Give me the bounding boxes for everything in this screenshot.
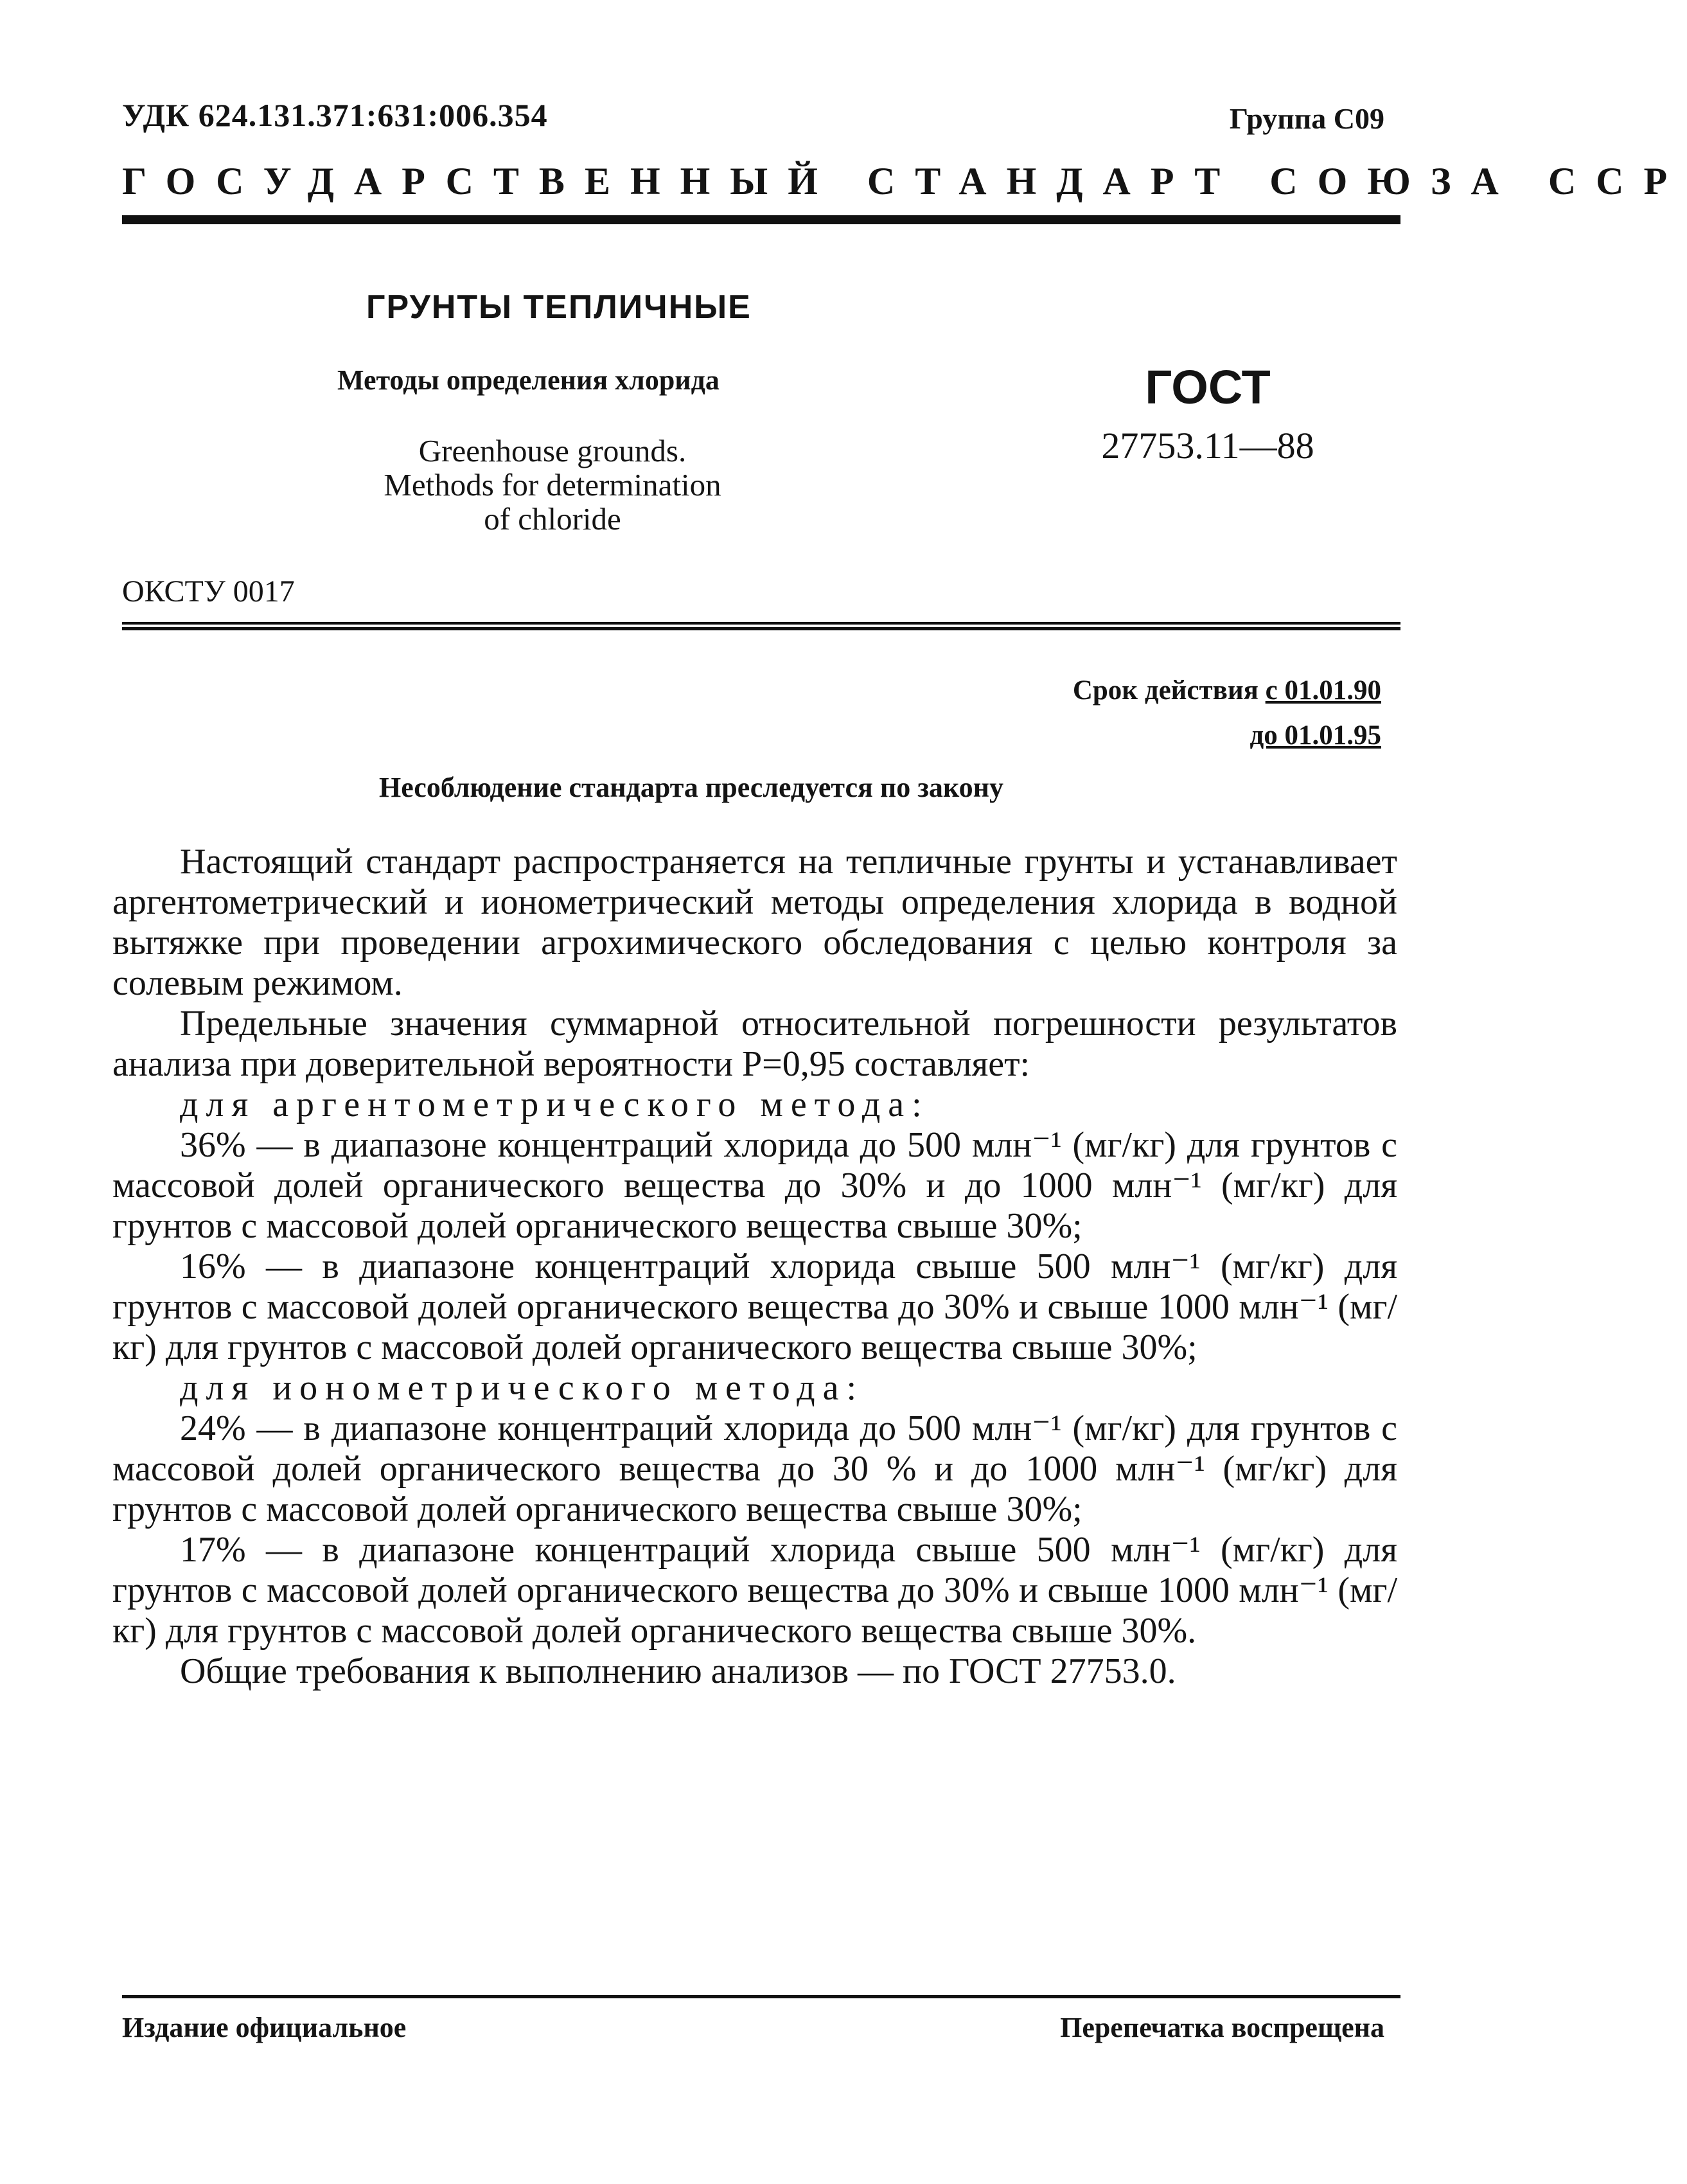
- validity-to: до 01.01.95: [1250, 720, 1381, 750]
- english-title-line: of chloride: [484, 501, 621, 537]
- body-text: [112, 842, 1397, 1692]
- official-edition: Издание официальное: [122, 2012, 407, 2043]
- validity-period: [1073, 668, 1381, 758]
- english-title: [334, 434, 771, 536]
- udc-code: УДК 624.131.371:631:006.354: [122, 97, 548, 133]
- english-title-line: Methods for determination: [384, 467, 721, 502]
- gost-number: 27753.11—88: [1101, 425, 1314, 466]
- paragraph: Общие требования к выполнению анализов — по ГОСТ 27753.0.: [180, 1651, 1176, 1691]
- section-rule: [122, 627, 1400, 630]
- legal-notice: Несоблюдение стандарта преследуется по закону: [379, 772, 1003, 803]
- section-rule: [122, 622, 1400, 625]
- paragraph: 24% — в диапазоне концентраций хлорида до 500 млн⁻¹ (мг/кг) для грунтов с массовой долей органического вещества до 30 % и до 1000 млн⁻¹ (мг/кг) для грунтов с массовой долей органического вещества свыше 30%;: [112, 1408, 1397, 1529]
- okstu-code: ОКСТУ 0017: [122, 574, 295, 608]
- group-code: Группа С09: [1229, 102, 1384, 135]
- header-rule: [122, 215, 1400, 224]
- paragraph: Предельные значения суммарной относительной погрешности результатов анализа при доверительной вероятности P=0,95 составляет:: [112, 1004, 1397, 1084]
- method-heading: для ионометрического метода:: [180, 1368, 865, 1408]
- paragraph: 36% — в диапазоне концентраций хлорида до 500 млн⁻¹ (мг/кг) для грунтов с массовой долей органического вещества до 30% и до 1000 млн⁻¹ (мг/кг) для грунтов с массовой долей органического вещества свыше 30%;: [112, 1125, 1397, 1246]
- reprint-prohibited: Перепечатка воспрещена: [1060, 2012, 1384, 2043]
- standard-banner: ГОСУДАРСТВЕННЫЙ СТАНДАРТ СОЮЗА ССР: [122, 160, 1687, 202]
- validity-from: с 01.01.90: [1265, 675, 1381, 706]
- gost-label: ГОСТ: [1145, 360, 1271, 414]
- footer-rule: [122, 1995, 1400, 1998]
- english-title-line: Greenhouse grounds.: [418, 433, 687, 468]
- method-heading: для аргентометрического метода:: [180, 1085, 930, 1124]
- paragraph: Настоящий стандарт распространяется на тепличные грунты и устанавливает аргентометрический и ионометрический методы определения хлорида в водной вытяжке при проведении агрохимического обследования с целью контроля за солевым режимом.: [112, 842, 1397, 1003]
- document-title: ГРУНТЫ ТЕПЛИЧНЫЕ: [366, 289, 752, 326]
- validity-label: Срок действия: [1072, 675, 1259, 706]
- paragraph: 16% — в диапазоне концентраций хлорида свыше 500 млн⁻¹ (мг/кг) для грунтов с массовой долей органического вещества до 30% и свыше 1000 млн⁻¹ (мг/кг) для грунтов с массовой долей органического вещества свыше 30%;: [112, 1247, 1397, 1367]
- paragraph: 17% — в диапазоне концентраций хлорида свыше 500 млн⁻¹ (мг/кг) для грунтов с массовой долей органического вещества до 30% и свыше 1000 млн⁻¹ (мг/кг) для грунтов с массовой долей органического вещества свыше 30%.: [112, 1530, 1397, 1651]
- document-subtitle: Методы определения хлорида: [337, 364, 720, 396]
